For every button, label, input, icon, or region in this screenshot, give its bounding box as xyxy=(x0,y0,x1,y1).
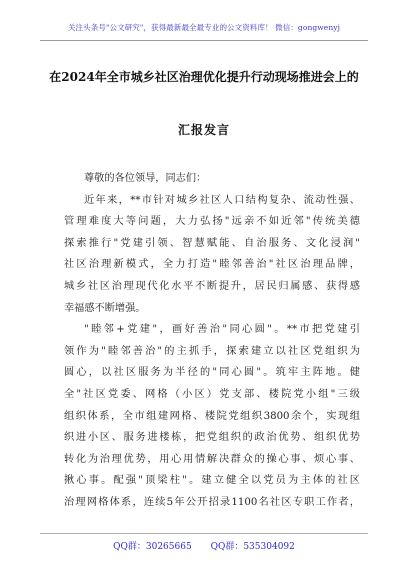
footer xyxy=(0,539,408,552)
paragraph-line: 治理网格体系，连续5年公开招录1100名社区专职工作者， xyxy=(64,496,360,508)
paragraph-line: 领作为"睦邻善治"的主抓手，探索建立以社区党组织为 xyxy=(64,345,360,357)
salutation: 尊敬的各位领导，同志们： xyxy=(84,173,207,184)
paragraph-line: 揪心事。配强"顶梁柱"。建立健全以党员为主体的社区 xyxy=(64,475,360,487)
paragraph-line: 近年来，**市针对城乡社区人口结构复杂、流动性强、 xyxy=(84,194,360,206)
header-banner: 关注头条号"公文研究"，获得最新最全最专业的公文资料库！ 微信：gongwenyj xyxy=(67,23,341,32)
paragraph-line: 幸福感不断增强。 xyxy=(64,302,146,314)
footer-divider xyxy=(40,533,368,534)
paragraph-line: 织进小区、服务进楼栋，把党组织的政治优势、组织优势 xyxy=(64,432,360,444)
header-divider xyxy=(40,40,368,41)
paragraph-line: 城乡社区治理现代化水平不断提升，居民归属感、获得感 xyxy=(64,280,360,292)
document-body xyxy=(64,168,360,514)
paragraph-line: 转化为治理优势，用心用情解决群众的操心事、烦心事、 xyxy=(64,453,360,465)
footer-qq-group-1: QQ群：30265665 xyxy=(113,542,192,552)
paragraph-line: 组织体系，全市组建网格、楼院党组织3800余个，实现组 xyxy=(64,410,360,422)
footer-qq-group-2: QQ群：535304092 xyxy=(210,542,295,552)
paragraph-line: "睦邻+党建"，画好善治"同心圆"。**市把党建引 xyxy=(84,324,360,336)
paragraph-line: 探索推行"党建引领、智慧赋能、自治服务、文化浸润" xyxy=(64,237,360,249)
paragraph-line: 社区治理新模式，全力打造"睦邻善治"社区治理品牌， xyxy=(64,259,360,271)
paragraph-line: 管理难度大等问题，大力弘扬"远亲不如近邻"传统美德 xyxy=(64,216,360,228)
paragraph-line: 全"社区党委、网格（小区）党支部、楼院党小组"三级 xyxy=(64,388,360,400)
paragraph-line: 圆心，以社区服务为半径的"同心圆"。筑牢主阵地。健 xyxy=(64,367,360,379)
document-title: 在2024年全市城乡社区治理优化提升行动现场推进会上的 xyxy=(49,70,359,84)
document-subtitle: 汇报发言 xyxy=(177,123,230,137)
